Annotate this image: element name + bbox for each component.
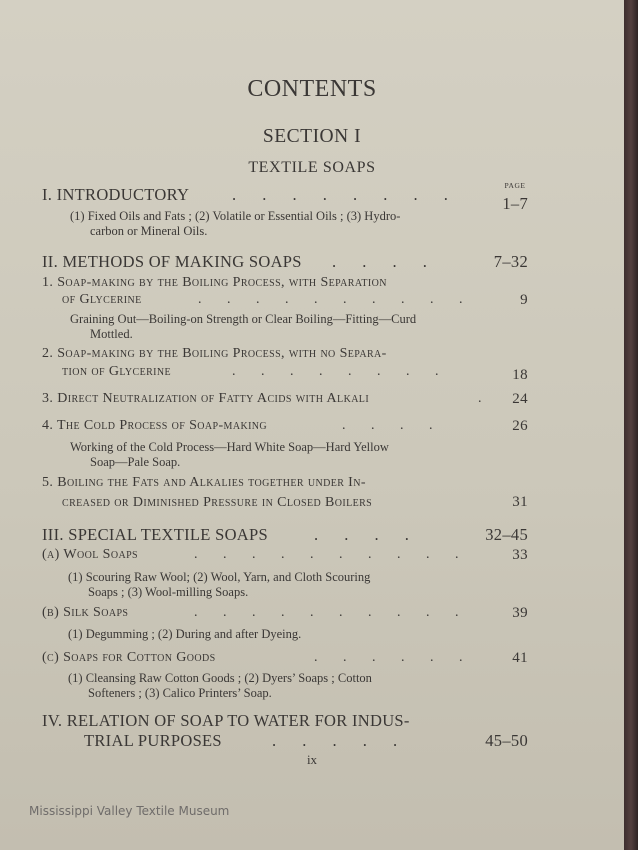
leader-dots: . . . . [342, 418, 433, 433]
leader-dots: . . . . . . . . . . [198, 292, 463, 307]
toc-note [68, 627, 488, 642]
page-column-label: PAGE [504, 181, 526, 190]
leader-dots: . . . . [314, 525, 409, 544]
toc-entry [42, 475, 528, 515]
leader-dots: . . . . . [272, 731, 398, 750]
note-line: (1) Scouring Raw Wool; (2) Wool, Yarn, and Cloth Scouring [68, 570, 371, 584]
leader-dots: . [478, 391, 482, 406]
note-line: Softeners ; (3) Calico Printers’ Soap. [88, 686, 272, 700]
toc-entry-page: 1–7 [502, 194, 528, 213]
toc-entry [42, 185, 528, 213]
toc-entry-page: 39 [512, 605, 528, 621]
section-subtitle: TEXTILE SOAPS [248, 159, 376, 176]
note-line: (1) Cleansing Raw Cotton Goods ; (2) Dyers’ Soaps ; Cotton [68, 671, 372, 685]
leader-dots: . . . . . . . . [232, 185, 448, 204]
toc-entry [42, 252, 528, 274]
toc-entry-page: 31 [512, 494, 528, 510]
toc-entry-label-continued: tion of Glycerine [62, 364, 172, 379]
toc-entry-page: 9 [520, 292, 528, 308]
note-line: (1) Degumming ; (2) During and after Dyeing. [68, 627, 302, 641]
toc-entry-label: I. INTRODUCTORY [42, 185, 190, 204]
page-title: CONTENTS [247, 76, 377, 102]
toc-entry-page: 45–50 [485, 731, 528, 750]
toc-entry [42, 346, 528, 386]
toc-entry [42, 605, 528, 627]
toc-entry-label: 1. Soap-making by the Boiling Process, with Separation [42, 275, 387, 290]
leader-dots: . . . . [332, 252, 427, 271]
toc-entry [42, 650, 528, 672]
leader-dots: . . . . . . [314, 650, 463, 665]
toc-entry-page: 41 [512, 650, 528, 666]
toc-entry-label: 2. Soap-making by the Boiling Process, with no Separa- [42, 346, 387, 361]
toc-entry [42, 711, 528, 755]
note-line: Mottled. [90, 327, 133, 341]
note-line: (1) Fixed Oils and Fats ; (2) Volatile or Essential Oils ; (3) Hydro- [70, 209, 401, 223]
toc-entry-label: 4. The Cold Process of Soap-making [42, 418, 268, 433]
toc-entry [42, 275, 528, 315]
toc-entry [42, 391, 528, 413]
toc-entry-label-continued: creased or Diminished Pressure in Closed Boilers [62, 495, 373, 510]
note-line: carbon or Mineral Oils. [90, 224, 208, 238]
note-line: Soap—Pale Soap. [90, 455, 181, 469]
note-line: Soaps ; (3) Wool-milling Soaps. [88, 585, 249, 599]
page-number: ix [306, 752, 318, 767]
toc-entry-label: IV. RELATION OF SOAP TO WATER FOR INDUS- [42, 711, 410, 730]
book-cover-edge [624, 0, 638, 850]
note-line: Graining Out—Boiling-on Strength or Clear Boiling—Fitting—Curd [70, 312, 417, 326]
toc-entry-label-continued: of Glycerine [62, 292, 142, 307]
toc-entry [42, 525, 528, 547]
toc-note [68, 671, 498, 701]
toc-entry-page: 7–32 [493, 252, 528, 271]
toc-entry-label: III. SPECIAL TEXTILE SOAPS [42, 525, 268, 544]
toc-note [70, 312, 500, 342]
toc-note [70, 440, 500, 470]
toc-entry-label: 3. Direct Neutralization of Fatty Acids with Alkali [42, 391, 370, 406]
toc-entry-page: 33 [512, 547, 528, 563]
toc-entry-label-continued: TRIAL PURPOSES [84, 731, 222, 750]
toc-entry-page: 32–45 [485, 525, 528, 544]
toc-entry [42, 547, 528, 569]
leader-dots: . . . . . . . . . . [194, 547, 459, 562]
toc-entry-label: II. METHODS OF MAKING SOAPS [42, 252, 302, 271]
toc-entry-page: 26 [512, 418, 528, 434]
toc-entry-label: (a) Wool Soaps [42, 547, 139, 562]
toc-entry-label: (c) Soaps for Cotton Goods [42, 650, 216, 665]
section-heading: SECTION I [262, 126, 362, 147]
leader-dots: . . . . . . . . . . [194, 605, 459, 620]
leader-dots: . . . . . . . . [232, 364, 439, 379]
watermark-text: Mississippi Valley Textile Museum [29, 804, 230, 818]
note-line: Working of the Cold Process—Hard White Soap—Hard Yellow [70, 440, 389, 454]
toc-entry-label: (b) Silk Soaps [42, 605, 129, 620]
toc-entry-page: 24 [512, 391, 528, 407]
toc-entry-label: 5. Boiling the Fats and Alkalies together under In- [42, 475, 366, 490]
toc-entry-page: 18 [512, 367, 528, 383]
toc-note [70, 209, 490, 239]
toc-entry [42, 418, 528, 440]
toc-note [68, 570, 498, 600]
